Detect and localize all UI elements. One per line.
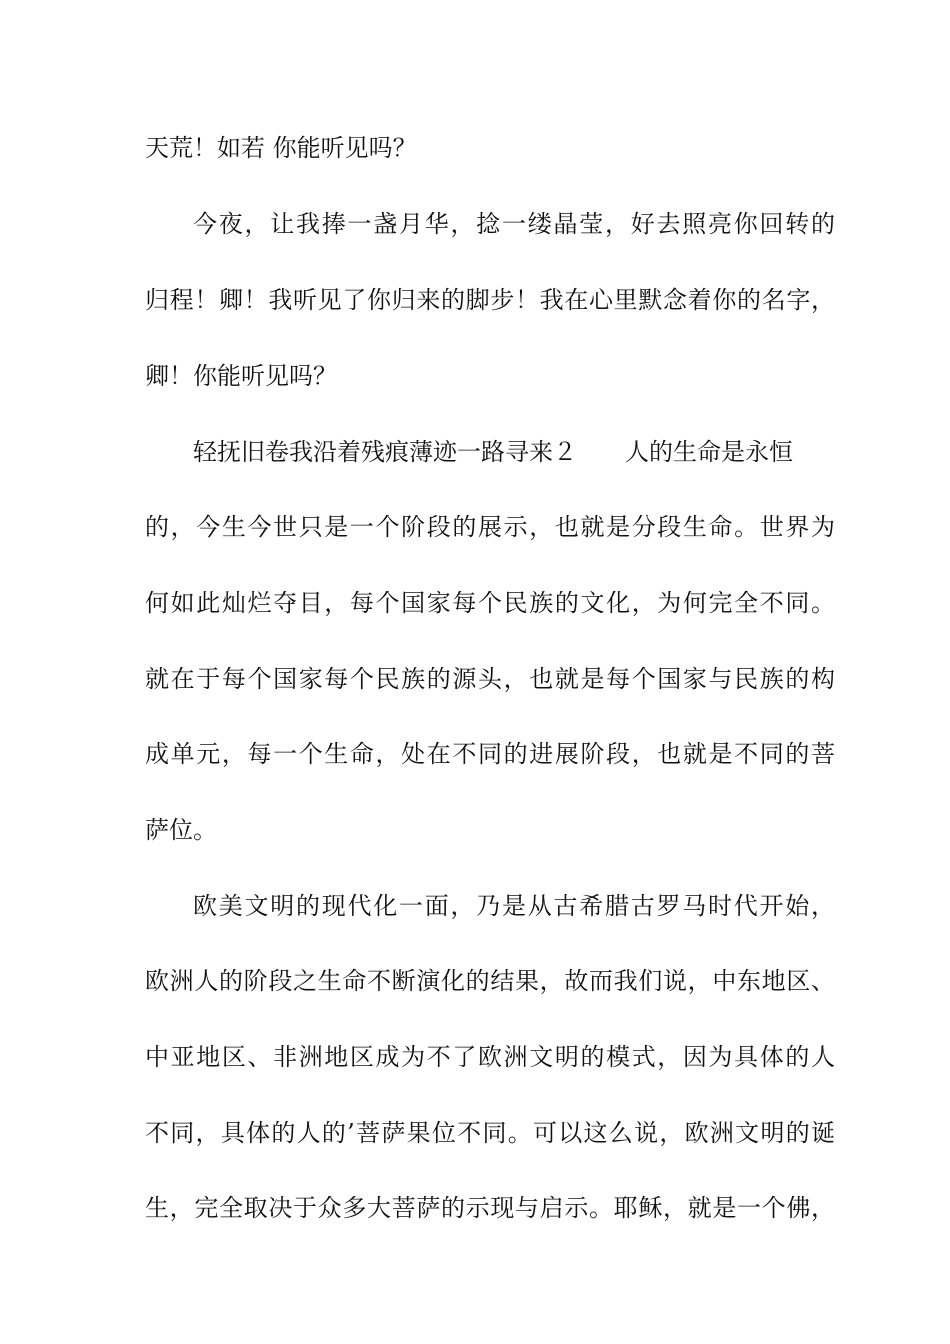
text-line-4: 卿！你能听见吗？ bbox=[145, 362, 337, 390]
text-line-13: 中亚地区、非洲地区成为不了欧洲文明的模式，因为具体的人 bbox=[145, 1043, 835, 1071]
text-line-9: 成单元，每一个生命，处在不同的进展阶段，也就是不同的菩 bbox=[145, 740, 835, 768]
text-line-6: 的，今生今世只是一个阶段的展示，也就是分段生命。世界为 bbox=[145, 513, 835, 541]
text-line-5-part-2: 人的生命是永恒 bbox=[625, 438, 793, 466]
text-line-5-part-1: 轻抚旧卷我沿着残痕薄迹一路寻来２ bbox=[193, 438, 577, 466]
text-line-5 bbox=[193, 432, 835, 472]
text-line-11: 欧美文明的现代化一面，乃是从古希腊古罗马时代开始， bbox=[193, 892, 835, 920]
text-line-7: 何如此灿烂夺目，每个国家每个民族的文化，为何完全不同。 bbox=[145, 589, 835, 617]
text-line-3: 归程！卿！我听见了你归来的脚步！我在心里默念着你的名字， bbox=[145, 286, 835, 314]
text-line-2: 今夜，让我捧一盏月华，捻一缕晶莹，好去照亮你回转的 bbox=[193, 210, 835, 238]
text-line-8: 就在于每个国家每个民族的源头，也就是每个国家与民族的构 bbox=[145, 665, 835, 693]
text-line-15: 生，完全取决于众多大菩萨的示现与启示。耶稣，就是一个佛， bbox=[145, 1194, 835, 1222]
text-line-14: 不同，具体的人的’菩萨果位不同。可以这么说，欧洲文明的诞 bbox=[145, 1119, 835, 1147]
text-line-1: 天荒！如若 你能听见吗？ bbox=[145, 134, 417, 162]
text-line-12: 欧洲人的阶段之生命不断演化的结果，故而我们说，中东地区、 bbox=[145, 967, 835, 995]
text-line-10: 萨位。 bbox=[145, 816, 217, 844]
